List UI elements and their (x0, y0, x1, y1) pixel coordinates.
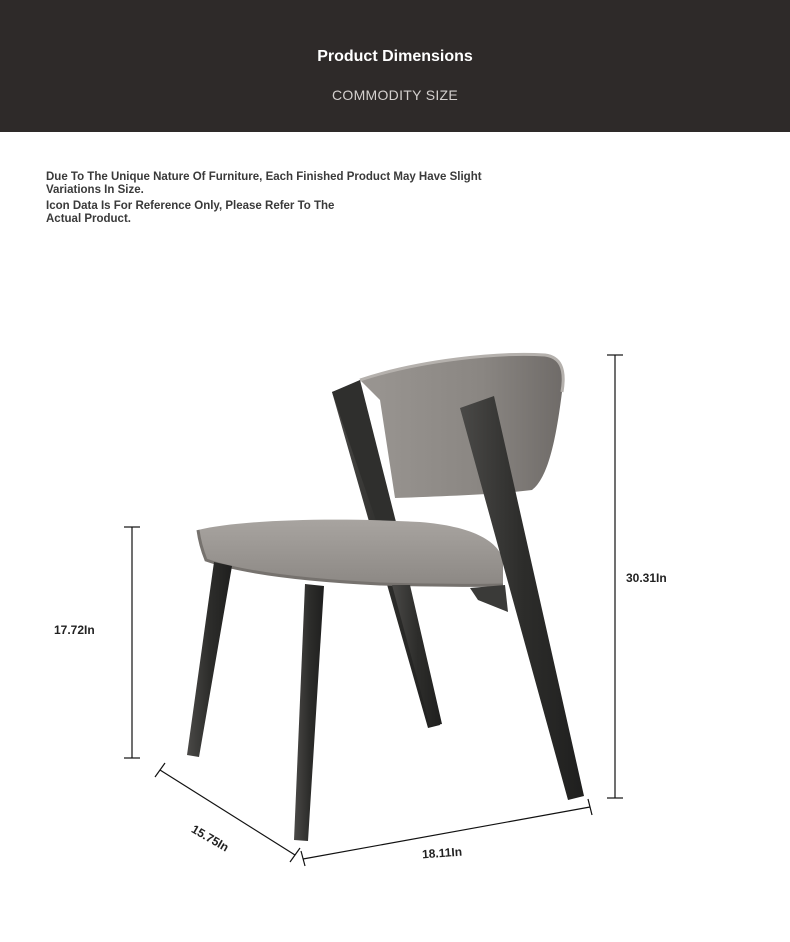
disclaimer-line-1: Due To The Unique Nature Of Furniture, Each Finished Product May Have Slight Variations In Size. (46, 171, 482, 196)
depth-label: 15.75In (189, 822, 232, 855)
total-height-dimension-line (607, 355, 623, 798)
chair-rear-support (392, 585, 442, 726)
chair-backrest (360, 354, 563, 498)
disclaimer-line-2: Icon Data Is For Reference Only, Please Refer To The Actual Product. (46, 200, 335, 225)
chair-seat (198, 520, 503, 586)
seat-height-dimension-line (124, 527, 140, 758)
page-subtitle: COMMODITY SIZE (331, 87, 459, 103)
width-label: 18.11In (421, 844, 463, 862)
page-title: Product Dimensions (317, 48, 473, 65)
chair-front-right-leg (294, 584, 324, 841)
total-height-label: 30.31In (626, 571, 667, 585)
chair-right-brace (470, 585, 508, 612)
seat-height-label: 17.72In (54, 623, 95, 637)
chair-front-left-leg (187, 562, 232, 757)
